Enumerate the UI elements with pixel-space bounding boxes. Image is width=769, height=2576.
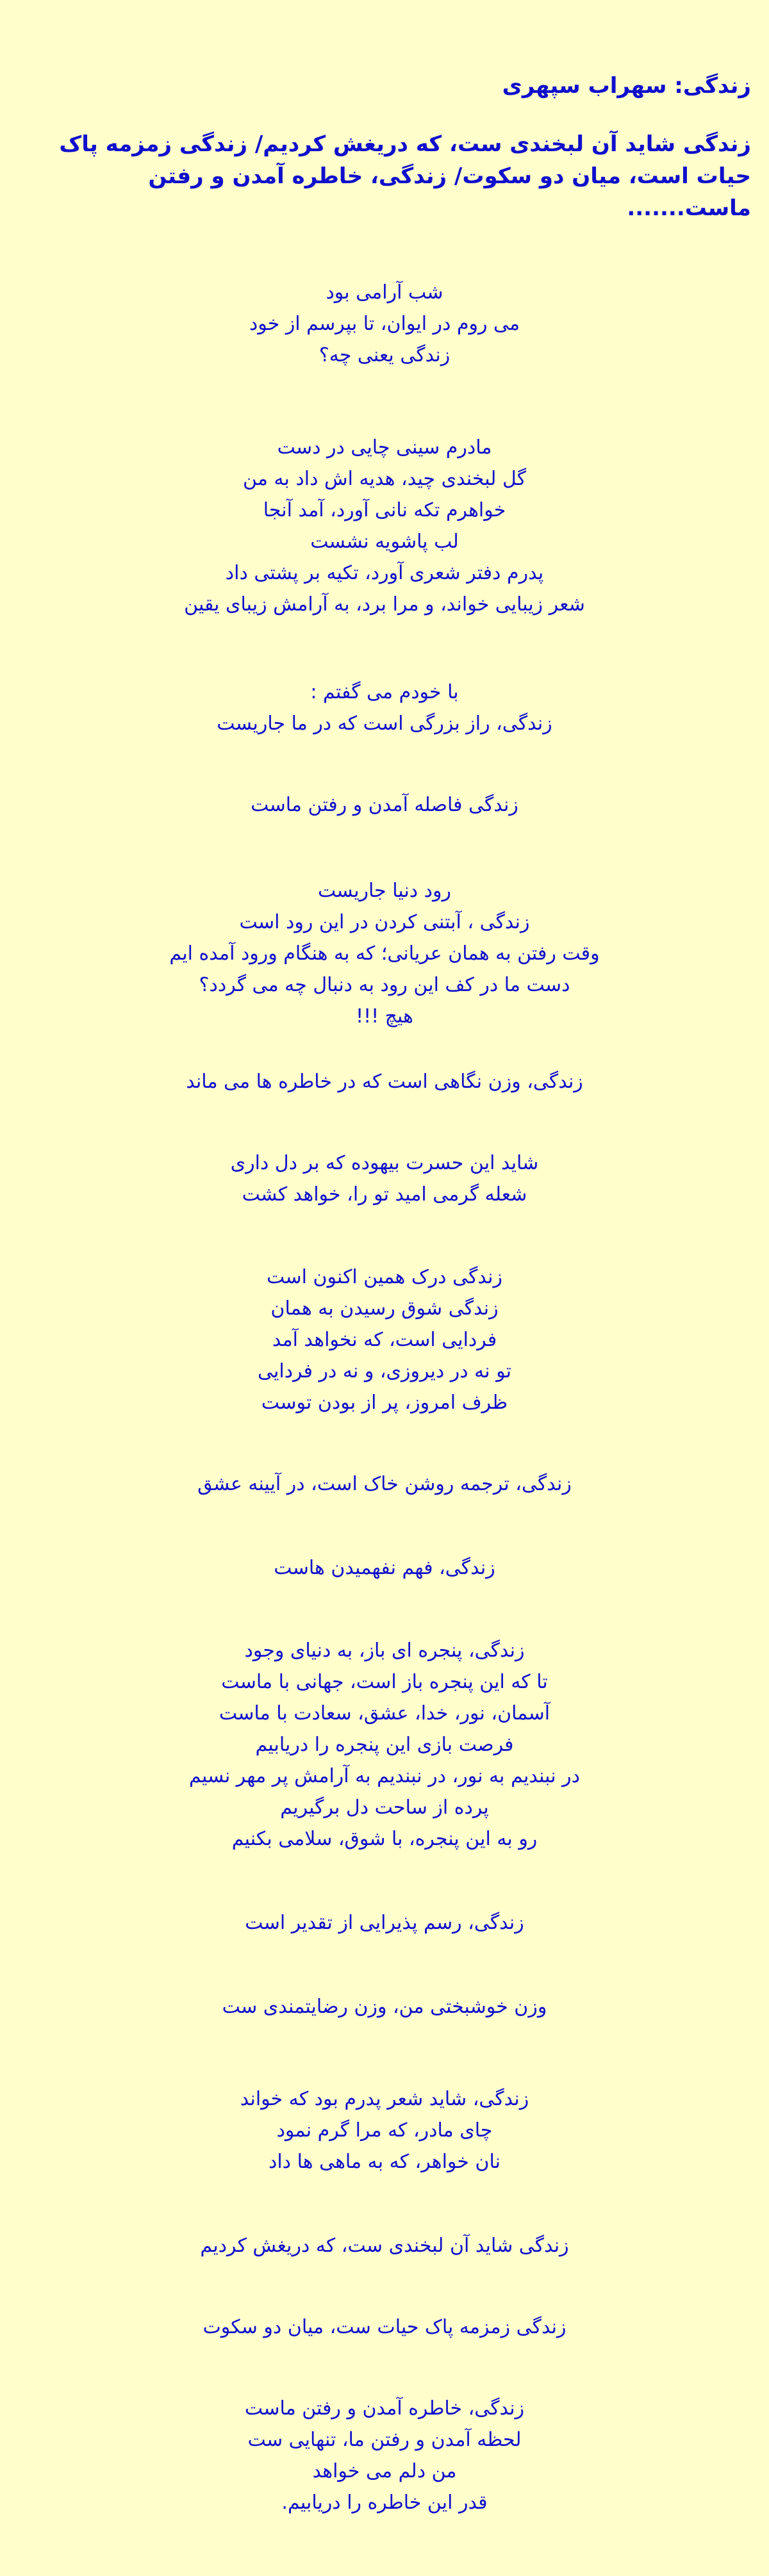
poem-line: دست ما در کف این رود به دنبال چه می گردد؟ <box>199 974 570 996</box>
stanza <box>18 1261 751 1418</box>
poem-line: زندگی، فهم نفهمیدن هاست <box>274 1557 495 1579</box>
poem-line: می روم در ایوان، تا بپرسم از خود <box>249 313 520 335</box>
stanza <box>18 677 751 739</box>
poem-line: لحظه آمدن و رفتن ما، تنهایی ست <box>247 2429 522 2451</box>
stanza <box>18 2230 751 2261</box>
poem-line: زندگی فاصله آمدن و رفتن ماست <box>251 794 518 816</box>
poem-line: مادرم سینی چایی در دست <box>277 436 492 459</box>
stanza <box>18 789 751 821</box>
poem-line: زندگی، ترجمه روشن خاک است، در آیینه عشق <box>197 1473 572 1495</box>
poem-line: من دلم می خواهد <box>312 2460 457 2482</box>
poem-line: آسمان، نور، خدا، عشق، سعادت با ماست <box>219 1702 550 1725</box>
poem-line: نان خواهر، که به ماهی ها داد <box>268 2151 501 2173</box>
stanza <box>18 277 751 371</box>
poem-body <box>18 277 751 2518</box>
stanza <box>18 875 751 1032</box>
poem-line: شاید این حسرت بیهوده که بر دل داری <box>230 1152 539 1174</box>
poem-line: زندگی، رسم پذیرایی از تقدیر است <box>245 1912 524 1934</box>
stanza <box>18 1907 751 1939</box>
poem-line: در نبندیم به نور، در نبندیم به آرامش پر مهر نسیم <box>189 1765 580 1787</box>
poem-line: زندگی شاید آن لبخندی ست، که دریغش کردیم <box>200 2235 569 2257</box>
poem-line: رود دنیا جاریست <box>317 880 452 902</box>
stanza <box>18 2311 751 2343</box>
poem-line: ظرف امروز، پر از بودن توست <box>261 1391 508 1414</box>
poem-line: فرصت بازی این پنجره را دریابیم <box>255 1734 514 1756</box>
poem-line: فردایی است، که نخواهد آمد <box>272 1329 497 1351</box>
stanza <box>18 1991 751 2022</box>
poem-line: لب پاشویه نشست <box>310 530 459 553</box>
stanza <box>18 1552 751 1584</box>
poem-line: چای مادر، که مرا گرم نمود <box>276 2119 493 2142</box>
poem-line: وزن خوشبختی من، وزن رضایتمندی ست <box>222 1996 547 2018</box>
stanza <box>18 2393 751 2518</box>
stanza <box>18 432 751 620</box>
poem-line: تا که این پنجره باز است، جهانی با ماست <box>221 1671 548 1693</box>
poem-line: پرده از ساحت دل برگیریم <box>280 1796 489 1819</box>
poem-line: زندگی، وزن نگاهی است که در خاطره ها می ماند <box>186 1071 583 1093</box>
stanza <box>18 1147 751 1210</box>
poem-line: زندگی درک همین اکنون است <box>267 1266 502 1288</box>
poem-intro: زندگی شاید آن لبخندی ست، که دریغش کردیم/ زندگی زمزمه پاک حیات است، میان دو سکوت/ زندگی، خاطره آمدن و رفتن ماست....... <box>59 131 751 221</box>
poem-line: پدرم دفتر شعری آورد، تکیه بر پشتی داد <box>225 562 544 584</box>
poem-line: زندگی ، آبتنی کردن در این رود است <box>239 911 530 933</box>
poem-line: زندگی، پنجره ای باز، به دنیای وجود <box>244 1639 525 1662</box>
poem-line: شعله گرمی امید تو را، خواهد کشت <box>242 1183 527 1206</box>
poem-line: وقت رفتن به همان عریانی؛ که به هنگام ورود آمده ایم <box>169 942 600 965</box>
poem-line: زندگی یعنی چه؟ <box>318 344 451 366</box>
poem-line: خواهرم تکه نانی آورد، آمد آنجا <box>263 499 506 521</box>
poem-line: زندگی زمزمه پاک حیات ست، میان دو سکوت <box>203 2316 566 2338</box>
stanza <box>18 2083 751 2178</box>
poem-line: گل لبخندی چید، هدیه اش داد به من <box>243 468 526 490</box>
poem-line: زندگی، راز بزرگی است که در ما جاریست <box>217 712 552 735</box>
poem-title: زندگی: سهراب سپهری <box>502 73 751 99</box>
poem-line: زندگی شوق رسیدن به همان <box>270 1297 499 1320</box>
poem-line: شعر زیبایی خواند، و مرا برد، به آرامش زیبای یقین <box>184 593 585 616</box>
stanza <box>18 1066 751 1097</box>
poem-line: شب آرامی بود <box>326 281 443 304</box>
poem-line: زندگی، خاطره آمدن و رفتن ماست <box>244 2397 525 2420</box>
stanza <box>18 1635 751 1855</box>
poem-line: با خودم می گفتم : <box>310 681 459 703</box>
poem-line: قدر این خاطره را دریابیم. <box>281 2491 488 2514</box>
poem-line: تو نه در دیروزی، و نه در فردایی <box>258 1360 511 1382</box>
poem-line: زندگی، شاید شعر پدرم بود که خواند <box>240 2088 529 2110</box>
poem-line: هیچ !!! <box>356 1005 413 1028</box>
poem-line: رو به این پنجره، با شوق، سلامی بکنیم <box>231 1828 538 1850</box>
stanza <box>18 1468 751 1500</box>
